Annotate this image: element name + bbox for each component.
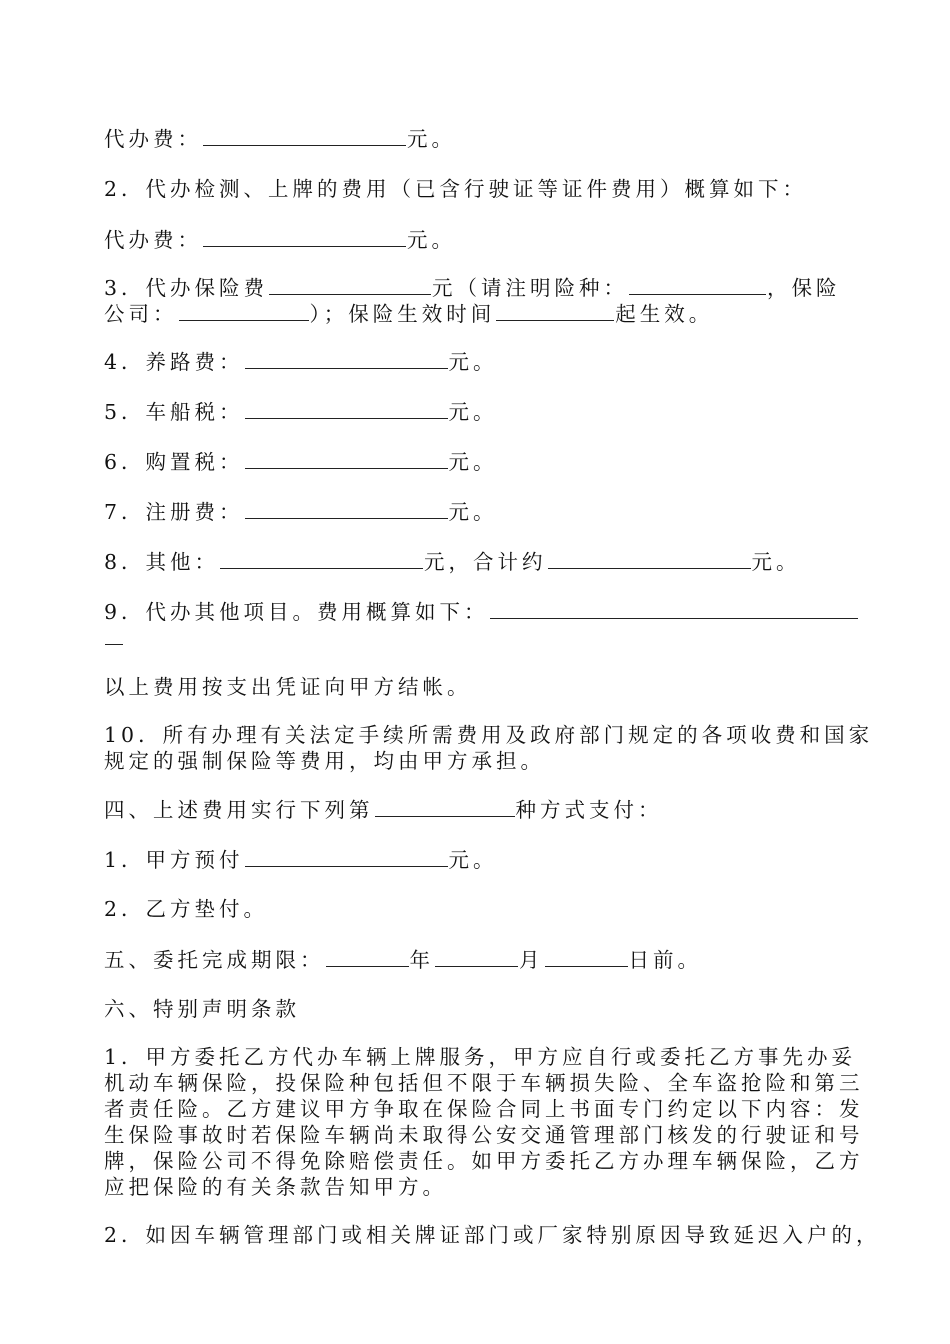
unit-text: 元。 (448, 350, 498, 374)
fill-blank[interactable] (105, 624, 123, 645)
unit-text: 元。 (448, 848, 498, 872)
heading-text: 六、特别声明条款 (104, 997, 300, 1021)
unit-text: 元。 (407, 127, 456, 151)
clause-text: 10．所有办理有关法定手续所需费用及政府部门规定的各项收费和国家 (104, 723, 874, 747)
clause-text: 者责任险。乙方建议甲方争取在保险合同上书面专门约定以下内容：发 (104, 1097, 864, 1121)
fill-blank[interactable] (629, 274, 766, 295)
fill-blank[interactable] (245, 498, 448, 519)
label-text: 代办费： (104, 127, 202, 151)
line-agency-fee-2 (104, 226, 456, 253)
label-text: 4．养路费： (104, 350, 244, 374)
label-text: 月 (519, 948, 544, 972)
clause-text: 以上费用按支出凭证向甲方结帐。 (104, 675, 472, 699)
label-text: 公司： (104, 302, 178, 326)
line-item-9 (104, 598, 859, 625)
clause-6-2-line-1 (104, 1222, 881, 1248)
clause-6-1-line-4 (104, 1122, 864, 1148)
fill-blank[interactable] (245, 846, 448, 867)
fill-blank[interactable] (245, 398, 448, 419)
label-text: ）；保险生效时间 (309, 302, 496, 326)
label-text: 种方式支付： (515, 798, 663, 822)
label-text: 8．其他： (104, 550, 220, 574)
clause-text: 生保险事故时若保险车辆尚未取得公安交通管理部门核发的行驶证和号 (104, 1123, 864, 1147)
clause-text: 2．代办检测、上牌的费用（已含行驶证等证件费用）概算如下： (104, 177, 808, 201)
fill-blank[interactable] (496, 300, 614, 321)
line-advance (104, 896, 268, 922)
label-text: 代办费： (104, 228, 202, 252)
line-prepay (104, 846, 498, 873)
label-text: 四、上述费用实行下列第 (104, 798, 374, 822)
clause-6-1-line-2 (104, 1070, 864, 1096)
clause-text: 规定的强制保险等费用，均由甲方承担。 (104, 749, 545, 773)
line-item-3-cont (104, 300, 713, 327)
label-text: 5．车船税： (104, 400, 244, 424)
month-blank[interactable] (435, 946, 518, 967)
line-item-6 (104, 448, 498, 475)
fill-blank[interactable] (490, 598, 858, 619)
label-text: 元，合计约 (424, 550, 547, 574)
clause-6-1-line-5 (104, 1148, 864, 1174)
clause-text: 2．乙方垫付。 (104, 897, 269, 921)
label-text: ，保险 (767, 276, 841, 300)
clause-6-1-line-3 (104, 1096, 864, 1122)
clause-text: 2．如因车辆管理部门或相关牌证部门或厂家特别原因导致延迟入户的， (104, 1223, 881, 1247)
unit-text: 元。 (448, 500, 498, 524)
line-item-10-cont (104, 748, 545, 774)
fill-blank[interactable] (245, 348, 448, 369)
clause-text: 1．甲方委托乙方代办车辆上牌服务，甲方应自行或委托乙方事先办妥 (104, 1045, 857, 1069)
label-text: 9．代办其他项目。费用概算如下： (104, 600, 489, 624)
clause-6-1-line-6 (104, 1174, 447, 1200)
unit-text: 元。 (407, 228, 456, 252)
line-item-9-cont (104, 624, 124, 651)
line-item-4 (104, 348, 498, 375)
section-6-heading (104, 996, 300, 1022)
label-text: 起生效。 (615, 302, 714, 326)
fill-blank[interactable] (203, 125, 406, 146)
label-text: 1．甲方预付 (104, 848, 244, 872)
line-settlement (104, 674, 472, 700)
unit-text: 元。 (448, 400, 498, 424)
label-text: 7．注册费： (104, 500, 244, 524)
unit-text: 元。 (448, 450, 498, 474)
line-item-5 (104, 398, 498, 425)
section-5-heading (104, 946, 702, 973)
section-4-heading (104, 796, 663, 823)
fill-blank[interactable] (203, 226, 406, 247)
label-text: 年 (409, 948, 434, 972)
line-item-7 (104, 498, 498, 525)
line-item-2 (104, 176, 807, 202)
label-text: 3．代办保险费 (104, 276, 269, 300)
fill-blank[interactable] (548, 548, 751, 569)
line-agency-fee-1 (104, 125, 456, 152)
line-item-8 (104, 548, 801, 575)
fill-blank[interactable] (179, 300, 309, 321)
clause-text: 应把保险的有关条款告知甲方。 (104, 1175, 447, 1199)
fill-blank[interactable] (245, 448, 448, 469)
label-text: 元（请注明险种： (432, 276, 629, 300)
unit-text: 元。 (751, 550, 801, 574)
line-item-3 (104, 274, 841, 301)
fill-blank[interactable] (220, 548, 423, 569)
clause-text: 牌，保险公司不得免除赔偿责任。如甲方委托乙方办理车辆保险，乙方 (104, 1149, 864, 1173)
day-blank[interactable] (545, 946, 628, 967)
label-text: 日前。 (628, 948, 702, 972)
clause-6-1-line-1 (104, 1044, 856, 1070)
label-text: 6．购置税： (104, 450, 244, 474)
label-text: 五、委托完成期限： (104, 948, 325, 972)
fill-blank[interactable] (269, 274, 431, 295)
line-item-10 (104, 722, 873, 748)
fill-blank[interactable] (375, 796, 515, 817)
clause-text: 机动车辆保险，投保险种包括但不限于车辆损失险、全车盗抢险和第三 (104, 1071, 864, 1095)
year-blank[interactable] (326, 946, 409, 967)
